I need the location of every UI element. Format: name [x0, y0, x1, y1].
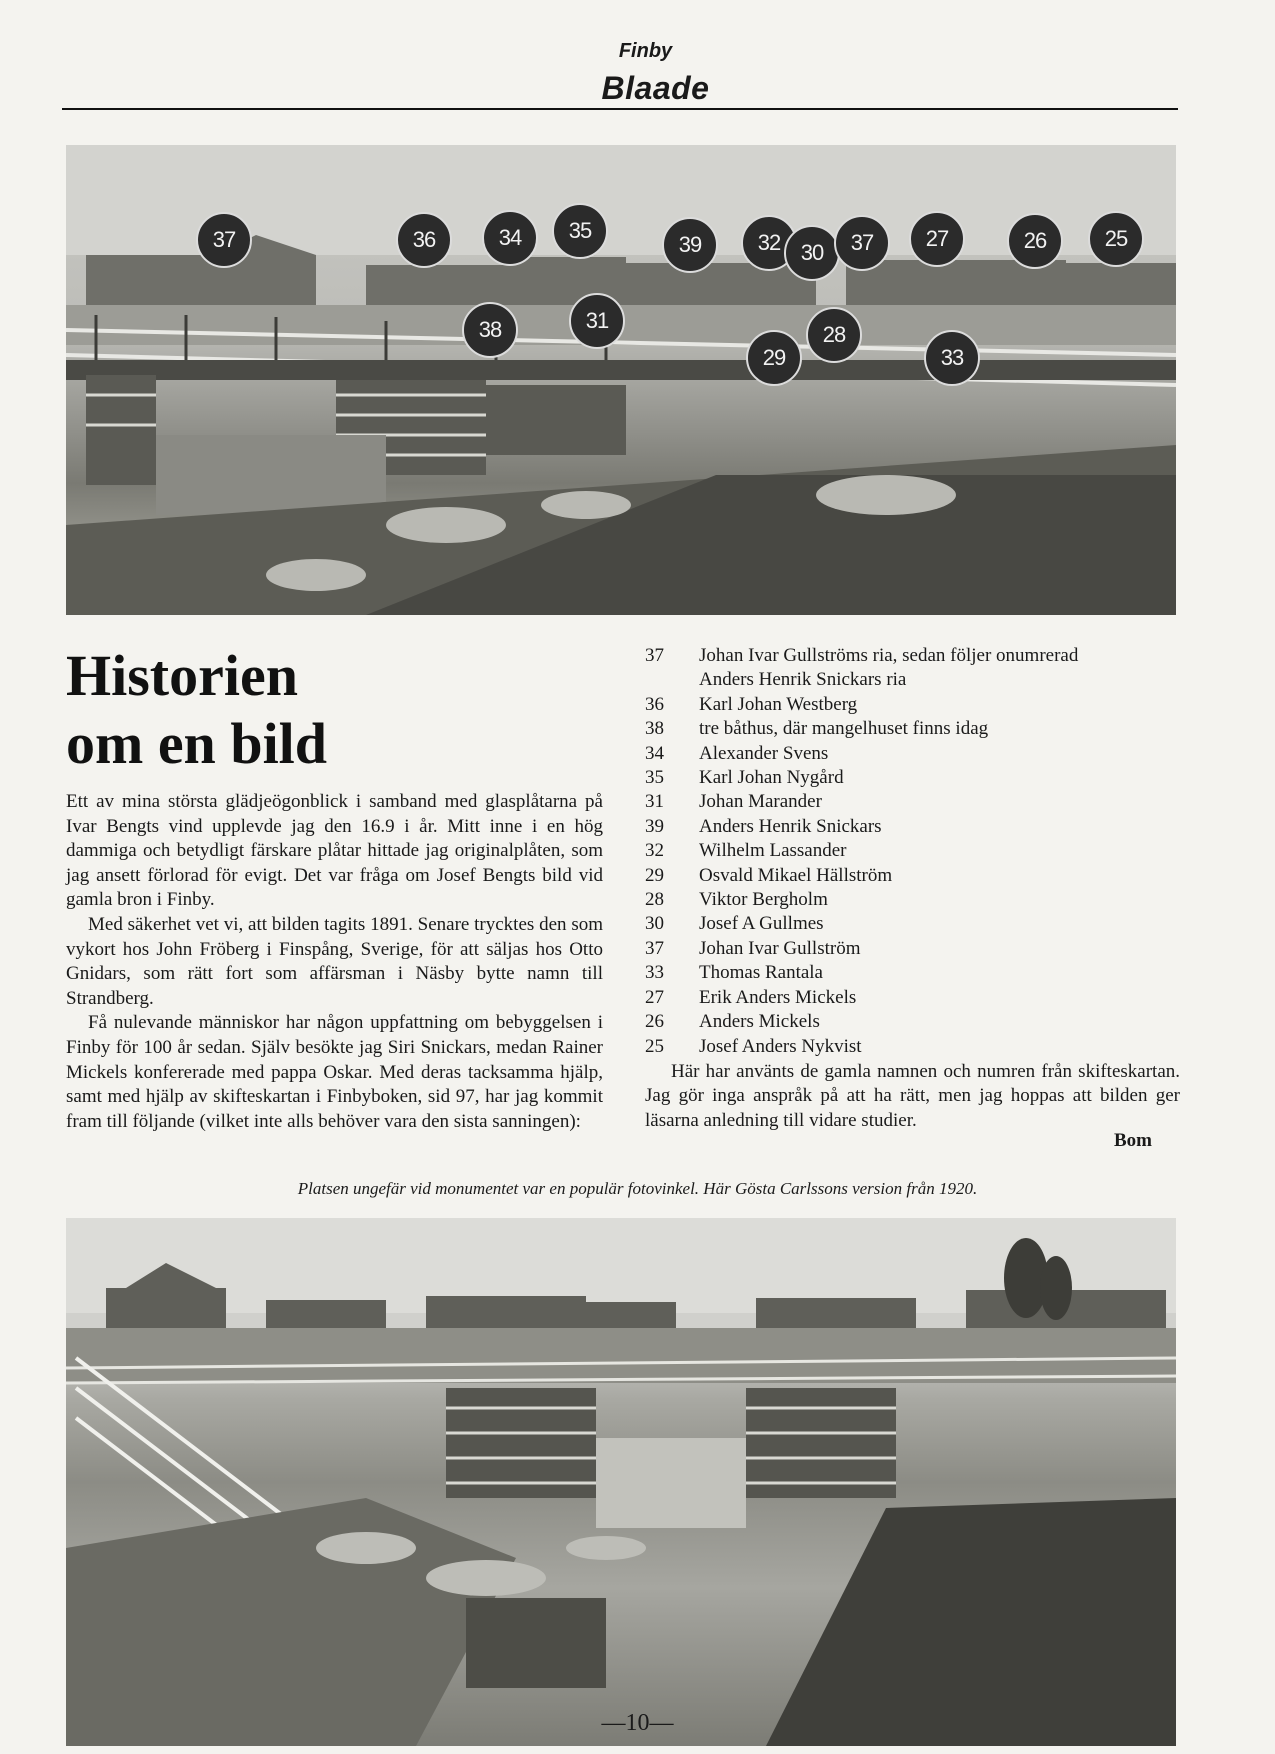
photo-marker-29: 29: [746, 330, 802, 386]
photo-caption: Platsen ungefär vid monumentet var en populär fotovinkel. Här Gösta Carlssons version från 1920.: [297, 1179, 978, 1198]
legend-row: [645, 937, 1165, 961]
legend-number: 28: [645, 889, 664, 911]
article-paragraph: Med säkerhet vet vi, att bilden tagits 1891. Senare trycktes den som vykort hos John Fröberg i Finspång, Sverige, för att säljas hos Otto Gnidars, som rätt fort som affärsman i Näsby bytte namn till Strandberg.: [66, 913, 603, 1009]
legend-number: 39: [645, 815, 664, 837]
legend-name: Anders Henrik Snickars ria: [699, 669, 907, 691]
header-rule: [62, 108, 1178, 110]
photo-marker-39: 39: [662, 217, 718, 273]
article-headline: [66, 642, 626, 778]
legend-name: Johan Ivar Gullströms ria, sedan följer onumrerad: [699, 645, 1079, 666]
headline-line-2: om en bild: [66, 711, 328, 776]
legend-row: [645, 644, 1165, 668]
legend-number: 26: [645, 1011, 664, 1033]
legend-name: Anders Henrik Snickars: [699, 815, 882, 837]
legend-number: 27: [645, 986, 664, 1008]
legend-number: 32: [645, 840, 664, 862]
legend-name: Thomas Rantala: [699, 962, 823, 984]
legend-number: 34: [645, 742, 664, 764]
historic-photo-1891: [66, 145, 1176, 615]
legend-number: 33: [645, 962, 664, 984]
photo-marker-36: 36: [396, 212, 452, 268]
legend-row: [645, 986, 1165, 1010]
legend-name: Viktor Bergholm: [699, 889, 828, 911]
legend-name: Erik Anders Mickels: [699, 986, 857, 1008]
photo-marker-35: 35: [552, 203, 608, 259]
legend-row: [645, 717, 1165, 741]
photo-marker-30: 30: [784, 225, 840, 281]
photo-marker-34: 34: [482, 210, 538, 266]
photo-marker-37b: 37: [834, 215, 890, 271]
legend-name: Johan Marander: [699, 791, 822, 813]
legend-name: Karl Johan Nygård: [699, 767, 844, 789]
legend-row: [645, 961, 1165, 985]
legend-name: tre båthus, där mangelhuset finns idag: [699, 718, 989, 740]
legend-row: [645, 912, 1165, 936]
legend-row: [645, 839, 1165, 863]
legend-row: [645, 668, 1165, 692]
legend-row: [645, 1010, 1165, 1034]
legend-note: Här har använts de gamla namnen och numren från skifteskartan. Jag gör inga anspråk på att ha rätt, men jag hoppas att bilden ger läsarna anledning till vidare studier.: [645, 1061, 1180, 1131]
photo-marker-31: 31: [569, 293, 625, 349]
article-body: [66, 790, 603, 1134]
legend-number: 30: [645, 913, 664, 935]
legend-number: 29: [645, 864, 664, 886]
legend-number: 35: [645, 767, 664, 789]
article-paragraph: Ett av mina största glädjeögonblick i samband med glasplåtarna på Ivar Bengts vind upplevde jag den 16.9 i år. Mitt inne i en hög dammiga och betydligt färskare plåtar hittade jag originalplåten, som jag ansett förlorad för evigt. Det var fråga om Josef Bengts bild vid gamla bron i Finby.: [66, 791, 603, 911]
legend-number: 37: [645, 937, 664, 959]
legend-name: Karl Johan Westberg: [699, 693, 858, 715]
photo-marker-27: 27: [909, 211, 965, 267]
legend-name: Osvald Mikael Hällström: [699, 864, 893, 886]
photo-marker-28: 28: [806, 307, 862, 363]
legend-number: 31: [645, 791, 664, 813]
legend-row: [645, 888, 1165, 912]
photo-marker-32: 32: [741, 215, 797, 271]
photo-marker-38: 38: [462, 302, 518, 358]
masthead-finby: Finby: [618, 40, 673, 62]
author-signature: Bom: [1114, 1130, 1152, 1151]
legend-row: [645, 790, 1165, 814]
legend-name: Josef A Gullmes: [699, 913, 824, 935]
legend-number: 25: [645, 1035, 664, 1057]
legend-number: 36: [645, 693, 664, 715]
masthead-blaade: Blaade: [601, 70, 710, 106]
legend-name: Wilhelm Lassander: [699, 840, 847, 862]
legend-name: Johan Ivar Gullström: [699, 937, 861, 959]
legend-name: Alexander Svens: [699, 742, 829, 764]
legend-row: [645, 766, 1165, 790]
photo-marker-37: 37: [196, 212, 252, 268]
historic-photo-1920: [66, 1218, 1176, 1746]
headline-line-1: Historien: [66, 643, 298, 708]
legend-number: 37: [645, 645, 664, 666]
legend-name: Anders Mickels: [699, 1011, 820, 1033]
legend-number: [645, 668, 699, 692]
legend-row: [645, 815, 1165, 839]
legend-number: 38: [645, 718, 664, 740]
legend-row: [645, 864, 1165, 888]
photo-marker-26: 26: [1007, 213, 1063, 269]
photo-legend: [645, 644, 1165, 1059]
legend-row: [645, 742, 1165, 766]
page-number: —10—: [601, 1710, 674, 1736]
photo-marker-25: 25: [1088, 211, 1144, 267]
photo-marker-33: 33: [924, 330, 980, 386]
legend-row: [645, 693, 1165, 717]
article-paragraph: Få nulevande människor har någon uppfattning om bebyggelsen i Finby för 100 år sedan. Själv besökte jag Siri Snickars, medan Rainer Mickels konfererade med pappa Oskar. Med deras tacksamma hjälp, samt med hjälp av skifteskartan i Finbyboken, sid 97, har jag kommit fram till följande (vilket inte alls behöver vara den sista sanningen):: [66, 1012, 603, 1132]
legend-row: [645, 1035, 1165, 1059]
legend-name: Josef Anders Nykvist: [699, 1035, 862, 1057]
photo-1920-scene: [66, 1218, 1176, 1746]
